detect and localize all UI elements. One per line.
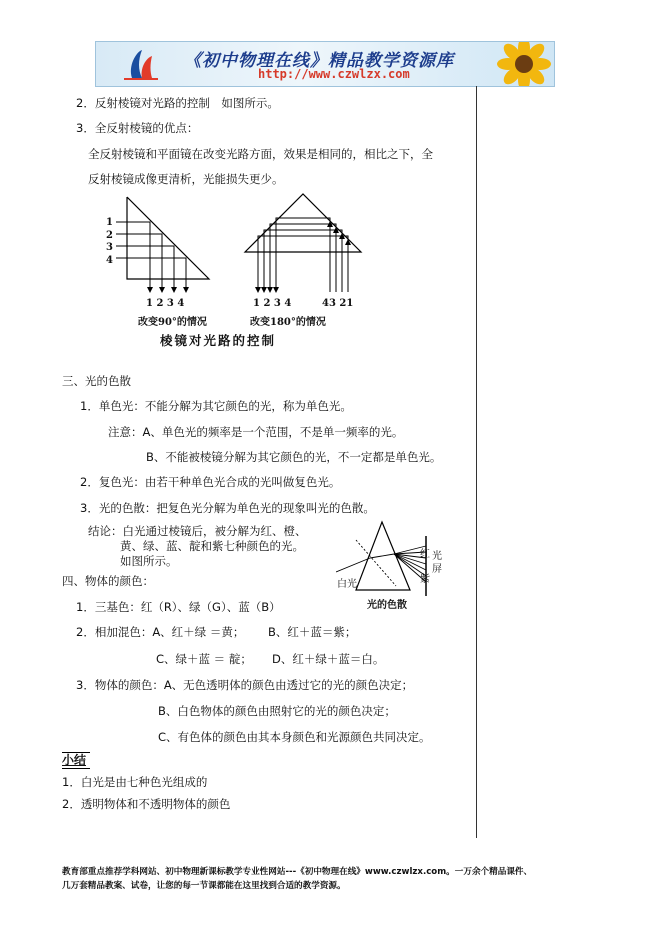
light-screen-label: 光屏 [432,551,442,575]
three-primary-colors: 1．三基色：红（R）、绿（G）、蓝（B） [76,600,281,614]
conclusion-line-1: 结论：白光通过棱镜后，被分解为红、橙、 [88,524,307,538]
object-color-c: C、有色体的颜色由其本身颜色和光源颜色共同决定。 [158,730,431,744]
item-2-reflect-prism: 2．反射棱镜对光路的控制 如图所示。 [76,96,279,110]
summary-heading: 小结 [62,752,90,769]
site-logo-icon [118,46,164,82]
dispersion-caption: 光的色散 [367,600,407,611]
incoming-ray-labels: 1 2 3 4 [106,217,113,266]
right-margin-rule [476,86,477,838]
conclusion-line-2: 黄、绿、蓝、靛和紫七种颜色的光。 [120,539,304,553]
additive-mix-d: D、红＋绿＋蓝＝白。 [272,652,385,666]
header-banner [95,41,555,87]
additive-mix-b: B、红＋蓝＝紫； [268,625,357,639]
banner-url[interactable]: http://www.czwlzx.com [258,67,410,81]
advantages-text-2: 反射棱镜成像更清析，光能损失更少。 [88,172,284,186]
footer-line-1: 教育部重点推荐学科网站、初中物理新课标教学专业性网站---《初中物理在线》www.czwlzx.com。一万余个精品课件、 [62,867,533,877]
caption-90-degree: 改变90°的情况 [138,317,207,328]
red-label: 红 [420,549,430,560]
white-light-label: 白光 [337,579,357,590]
summary-item-2: 2．透明物体和不透明物体的颜色 [62,797,231,811]
right-out-labels-b: 43 21 [322,298,354,309]
banner-title: 《初中物理在线》精品教学资源库 [184,51,454,71]
additive-mix-c: C、绿＋蓝 ＝ 靛； [156,652,252,666]
additive-mix-a: 2．相加混色：A、红＋绿 ＝黄； [76,625,245,639]
left-out-labels: 1 2 3 4 [146,298,185,309]
footer-line-2: 几万套精品教案、试卷，让您的每一节课都能在这里找到合适的教学资源。 [62,881,346,891]
note-a: 注意：A、单色光的频率是一个范围，不是单一频率的光。 [108,425,404,439]
note-b: B、不能被棱镜分解为其它颜色的光，不一定都是单色光。 [146,450,442,464]
right-out-labels-a: 1 2 3 4 [253,298,292,309]
caption-180-degree: 改变180°的情况 [250,317,326,328]
object-color-a: 3．物体的颜色：A、无色透明体的颜色由透过它的光的颜色决定； [76,678,414,692]
item-3-advantages: 3．全反射棱镜的优点： [76,121,199,135]
composite-light: 2．复色光：由若干种单色光合成的光叫做复色光。 [80,475,341,489]
section-4-heading: 四、物体的颜色： [62,574,154,588]
summary-item-1: 1．白光是由七种色光组成的 [62,775,208,789]
object-color-b: B、白色物体的颜色由照射它的光的颜色决定； [158,704,396,718]
sunflower-icon [484,42,554,86]
monochromatic-light: 1．单色光：不能分解为其它颜色的光，称为单色光。 [80,399,352,413]
section-3-heading: 三、光的色散 [62,374,131,388]
dispersion-definition: 3．光的色散：把复色光分解为单色光的现象叫光的色散。 [80,501,375,515]
conclusion-line-3: 如图所示。 [120,554,178,568]
advantages-text-1: 全反射棱镜和平面镜在改变光路方面，效果是相同的，相比之下，全 [88,147,433,161]
purple-label: 紫 [420,574,430,585]
figure-caption: 棱镜对光路的控制 [160,333,277,348]
